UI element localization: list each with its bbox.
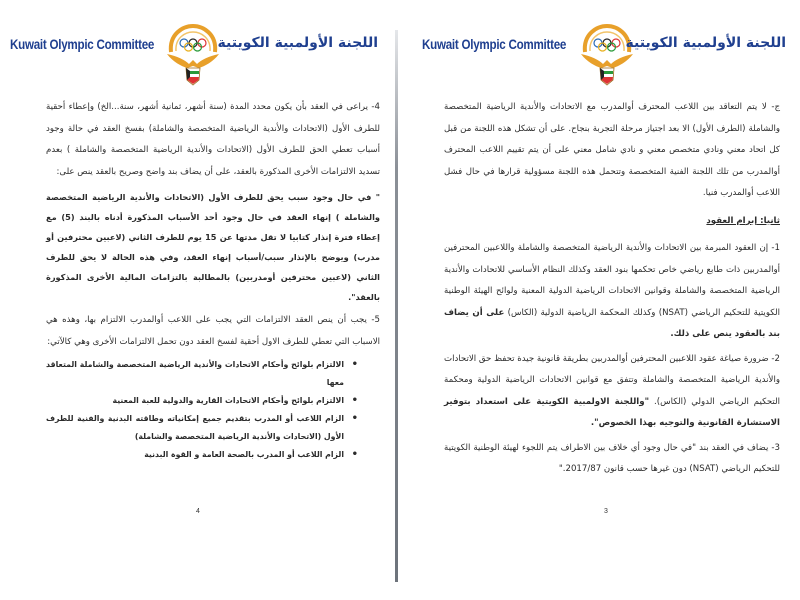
paragraph-4: 4- يراعى في العقد بأن يكون محدد المدة (سنة أشهر، ثمانية أشهر، سنة...الخ) وإعطاء أحقية للطرف الأول (الاتحادات والأندية الرياضية المتخصصة والشاملة) بفسخ العقد في حالة وجود أسباب تعطي الحق للطرف الأول (الاتحادات والأندية الرياضية المتخصصة والشاملة ) بعدم تسديد الالتزامات الأخرى المذكورة بالعقد، على أن يضاف بند واضح وصريح بالعقد ينص على: xyxy=(46,102,380,177)
paragraph-2-bold: "واللجنة الاولمبية الكويتية على استعداد بتوفير الاستشارة القانونية والتوجيه بهذا الخصوص". xyxy=(444,396,780,428)
paragraph-3: 3- يضاف في العقد بند "في حال وجود أي خلاف بين الاطراف يتم اللجوء لهيئة الوطنية الكويتية للتحكيم الرياضي (NSAT) دون غيرها حسب قانون 2017/87." xyxy=(444,442,780,474)
kuwait-olympic-emblem-icon xyxy=(577,22,637,86)
list-item: • الزام اللاعب أو المدرب بالصحة العامة و القوة البدنية xyxy=(46,446,358,464)
obligations-list xyxy=(46,356,380,464)
section-title: ثانيا: إبرام العقود xyxy=(706,215,780,226)
paragraph-c: ج- لا يتم التعاقد بين اللاعب المحترف أوالمدرب مع الاتحادات والأندية الرياضية المتخصصة والشاملة (الطرف الأول) الا بعد اجتياز مرحلة التجربة بنجاح. على أن تشكل هذه اللجنة من قبل كل اتحاد معني ونادي متخصص معني و نادي شامل معني على أن يتم تقييم اللاعب المحترف أوالمدرب من تلك اللجنة الفنية المتخصصة وتتحمل هذه اللجنة مسؤولية قرارها في حال فشل اللاعب أوالمدرب فنيا. xyxy=(444,102,780,198)
page-number: 3 xyxy=(604,508,608,515)
left-page-content xyxy=(46,97,380,464)
brand-name-arabic: اللجنة الأولمبية الكويتية xyxy=(625,35,786,51)
page-number: 4 xyxy=(196,508,200,515)
paragraph-5: 5- يجب أن ينص العقد الالتزامات التي يجب على اللاعب أوالمدرب الالتزام بها، وهذه هي الاسباب التي تعطي للطرف الاول أحقية لفسخ العقد دون تحمل الالتزامات الأخرى وهي كالآتي: xyxy=(46,315,380,347)
contract-clause-quote: " في حال وجود سبب يحق للطرف الأول (الاتحادات والأندية الرياضية المتخصصة والشاملة ) إنهاء العقد في حال وجود أحد الأسباب المذكورة أدناه بالبند (5) مع إعطاء فترة إنذار كتابيا لا تقل مدتها عن 15 يوم للطرف الثاني (لاعبين محترفين أو مدرب) ويوضح بالإنذار سبب/أسباب إنهاء العقد، وفي هذه الحالة لا يحق للطرف الثاني (لاعبين محترفين أومدربين) بالمطالبة بالتزامات المالية الأخرى المذكورة بالعقد". xyxy=(46,192,380,302)
paragraph-2-text: 2- ضرورة صياغة عقود اللاعبين المحترفين أوالمدربين بطريقة قانونية جيدة تحفظ حق الاتحادات والأندية الرياضية المتخصصة والشاملة وتتفق مع قوانين الاتحادات الرياضية الدولية ومحكمة التحكيم الرياضي الدولي (الكاس). xyxy=(443,353,780,407)
right-page-content xyxy=(444,97,780,484)
left-page xyxy=(0,0,396,600)
list-item: • الالتزام بلوائح وأحكام الاتحادات القارية والدولية للعبة المعنية xyxy=(46,392,358,410)
brand-name-arabic: اللجنة الأولمبية الكويتية xyxy=(217,35,378,51)
right-page xyxy=(400,0,796,600)
kuwait-olympic-emblem-icon xyxy=(163,22,223,86)
page-divider xyxy=(395,30,398,582)
paragraph-1-bold: على أن يضاف بند بالعقود ينص على ذلك. xyxy=(444,307,780,339)
list-item: • الالتزام بلوائح وأحكام الاتحادات والأندية الرياضية المتخصصة والشاملة المتعاقد معها xyxy=(46,356,358,392)
brand-name-english: Kuwait Olympic Committee xyxy=(10,37,155,52)
paragraph-1-text: 1- إن العقود المبرمة بين الاتحادات والأندية الرياضية المتخصصة والشاملة واللاعبين المحترفين أوالمدربين ذات طابع رياضي خاص تحكمها بنود العقد وكذلك النظام الأساسي للاتحادات والأندية الرياضية المتخصصة والشاملة وقوانين الاتحادات الرياضية الدولية المعنية ولوائح الهيئة الوطنية الكويتية للتحكيم الرياضي (NSAT) وكذلك المحكمة الرياضية الدولية (الكاس) xyxy=(444,243,781,318)
brand-name-english: Kuwait Olympic Committee xyxy=(422,37,567,52)
list-item: • الزام اللاعب أو المدرب بتقديم جميع إمكانياته وطاقته البدنية والفنية للطرف الأول (الاتحادات والأندية الرياضية المتخصصة والشاملة) xyxy=(46,410,358,446)
paragraph-2 xyxy=(444,349,780,435)
paragraph-1 xyxy=(444,238,780,346)
